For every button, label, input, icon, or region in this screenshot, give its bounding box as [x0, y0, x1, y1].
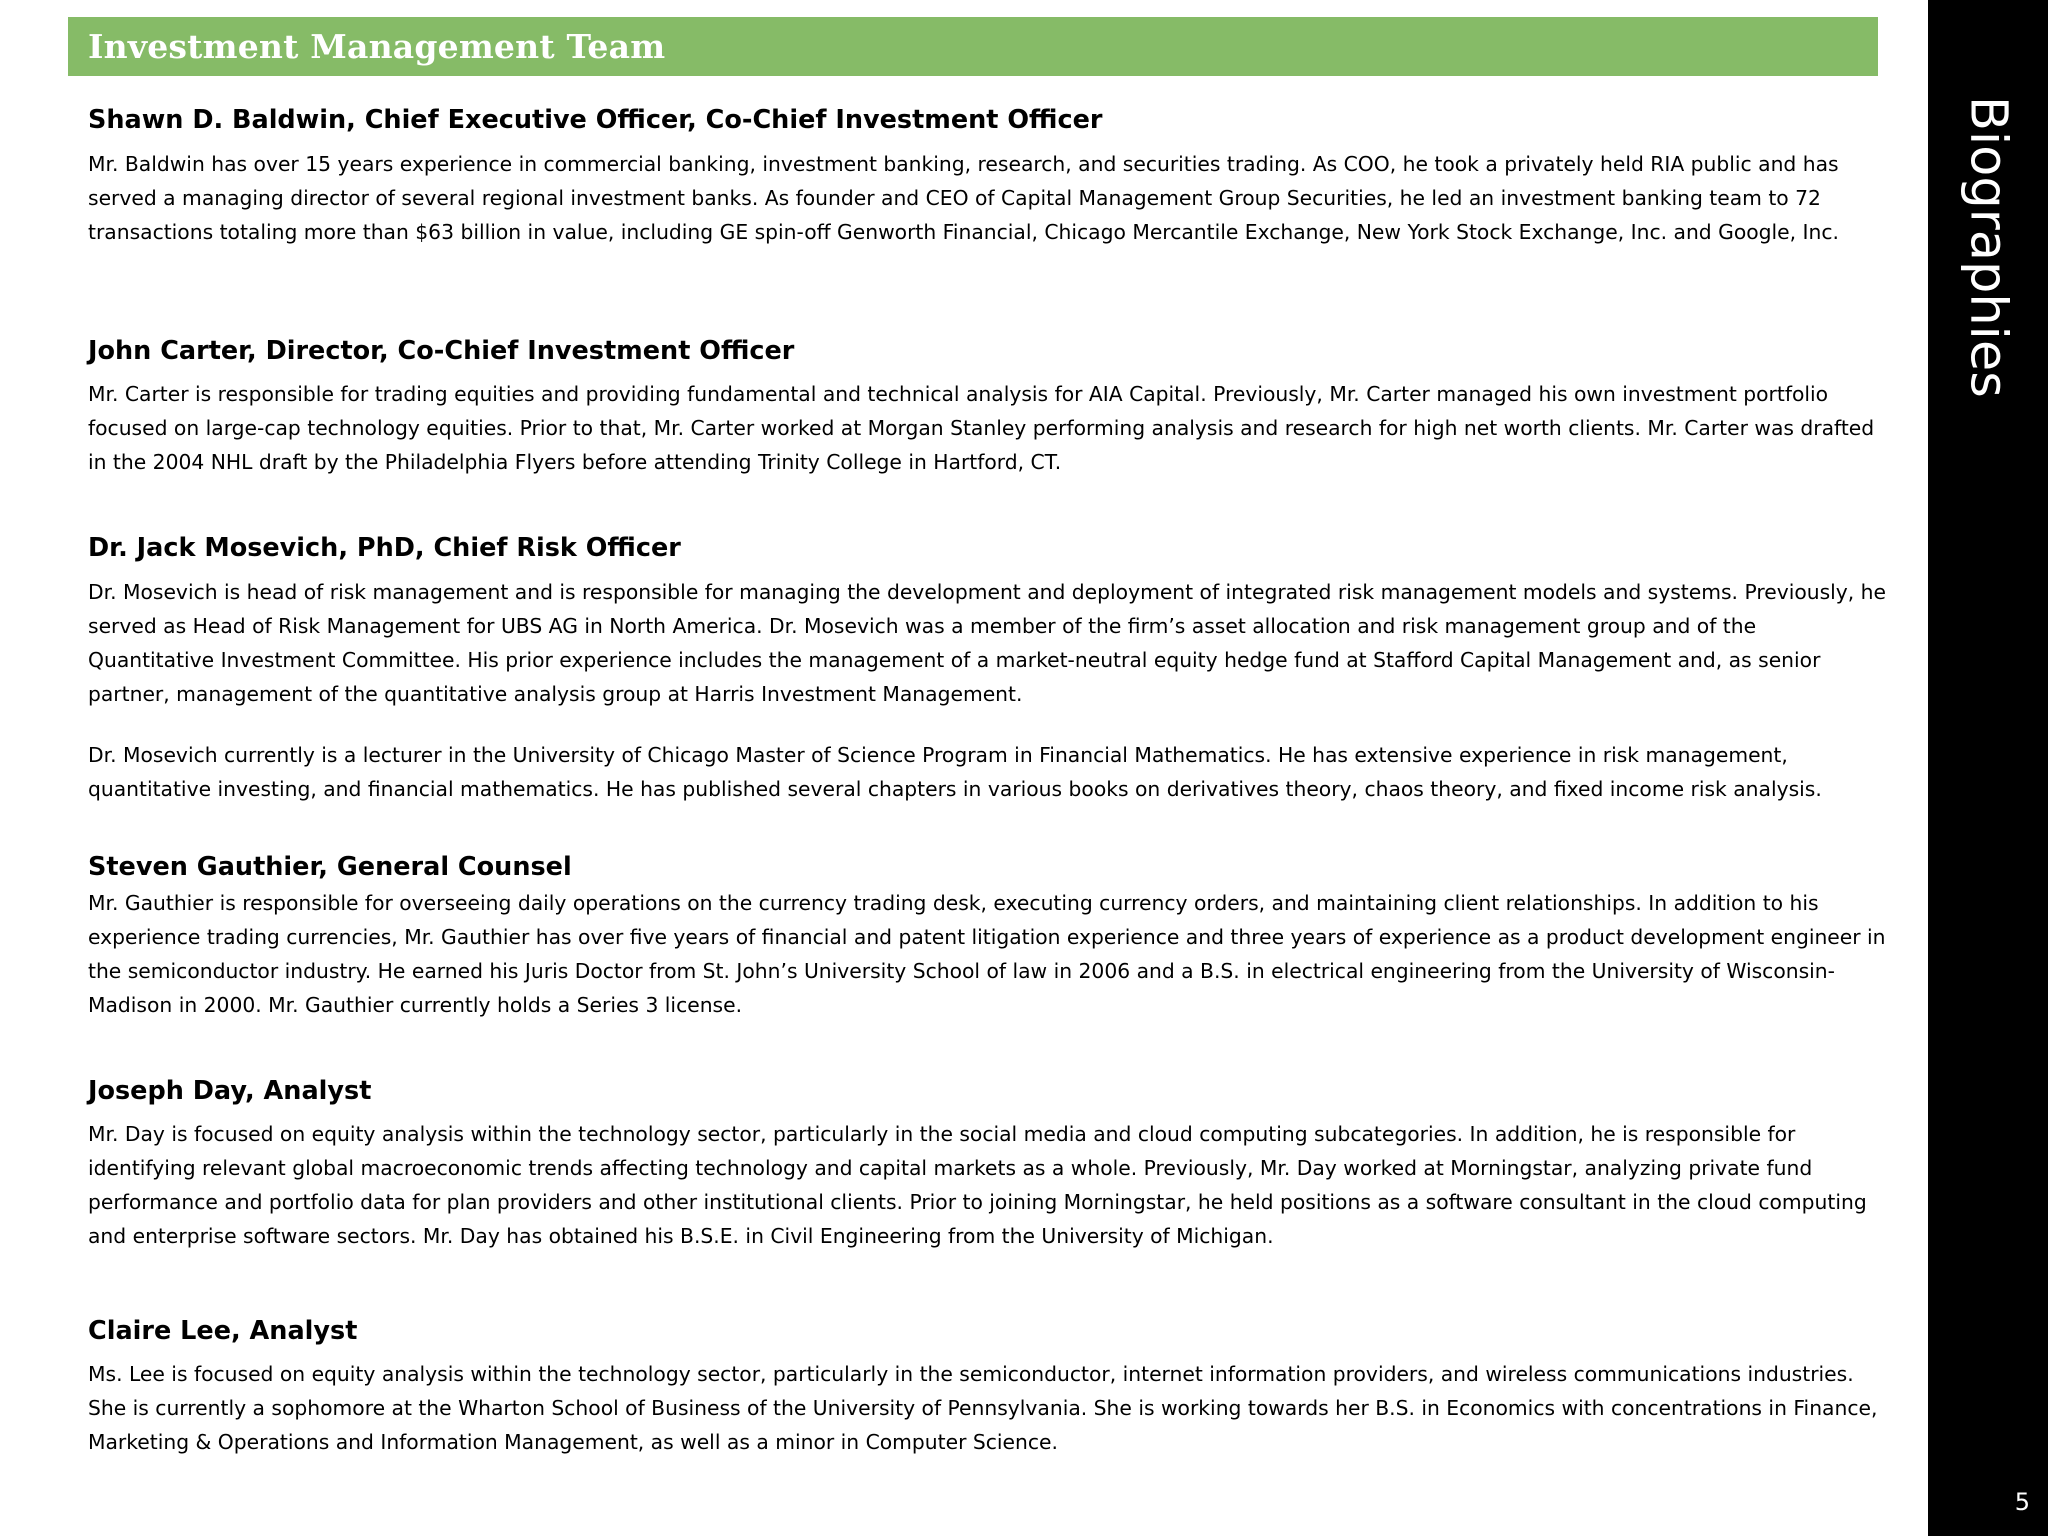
section-header-bar	[68, 17, 1878, 76]
bio-name-carter: John Carter, Director, Co-Chief Investment Officer	[88, 336, 795, 366]
bio-text-mosevich-2: Dr. Mosevich currently is a lecturer in the University of Chicago Master of Science Program in Financial Mathematics. He has extensive experience in risk management, quantitative investing, and financial mathematics. He has published several chapters in various books on derivatives theory, chaos theory, and fixed income risk analysis.	[88, 743, 1822, 801]
bio-name-mosevich: Dr. Jack Mosevich, PhD, Chief Risk Officer	[88, 533, 681, 563]
sidebar	[1928, 0, 2048, 1536]
page-number: 5	[2014, 1488, 2030, 1516]
bio-text-baldwin: Mr. Baldwin has over 15 years experience in commercial banking, investment banking, research, and securities trading. As COO, he took a privately held RIA public and has served a managing director of several regional investment banks. As founder and CEO of Capital Management Group Securities, he led an investment banking team to 72 transactions totaling more than $63 billion in value, including GE spin-off Genworth Financial, Chicago Mercantile Exchange, New York Stock Exchange, Inc. and Google, Inc.	[88, 152, 1839, 244]
bio-text-gauthier: Mr. Gauthier is responsible for overseeing daily operations on the currency trading desk, executing currency orders, and maintaining client relationships. In addition to his experience trading currencies, Mr. Gauthier has over five years of financial and patent litigation experience and three years of experience as a product development engineer in the semiconductor industry. He earned his Juris Doctor from St. John’s University School of law in 2006 and a B.S. in electrical engineering from the University of Wisconsin-Madison in 2000. Mr. Gauthier currently holds a Series 3 license.	[88, 891, 1886, 1017]
bio-text-carter: Mr. Carter is responsible for trading equities and providing fundamental and technical analysis for AIA Capital. Previously, Mr. Carter managed his own investment portfolio focused on large-cap technology equities. Prior to that, Mr. Carter worked at Morgan Stanley performing analysis and research for high net worth clients. Mr. Carter was drafted in the 2004 NHL draft by the Philadelphia Flyers before attending Trinity College in Hartford, CT.	[88, 382, 1875, 474]
bio-name-baldwin: Shawn D. Baldwin, Chief Executive Officer, Co-Chief Investment Officer	[88, 105, 1103, 135]
bio-name-gauthier: Steven Gauthier, General Counsel	[88, 852, 572, 882]
section-title: Investment Management Team	[88, 27, 666, 66]
bio-name-lee: Claire Lee, Analyst	[88, 1316, 358, 1346]
sidebar-title: Biographies	[1958, 96, 2018, 398]
bio-name-day: Joseph Day, Analyst	[88, 1076, 372, 1106]
bio-text-lee: Ms. Lee is focused on equity analysis within the technology sector, particularly in the semiconductor, internet information providers, and wireless communications industries. She is currently a sophomore at the Wharton School of Business of the University of Pennsylvania. She is working towards her B.S. in Economics with concentrations in Finance, Marketing & Operations and Information Management, as well as a minor in Computer Science.	[88, 1362, 1878, 1454]
bio-text-mosevich-1: Dr. Mosevich is head of risk management and is responsible for managing the development and deployment of integrated risk management models and systems. Previously, he served as Head of Risk Management for UBS AG in North America. Dr. Mosevich was a member of the firm’s asset allocation and risk management group and of the Quantitative Investment Committee. His prior experience includes the management of a market-neutral equity hedge fund at Stafford Capital Management and, as senior partner, management of the quantitative analysis group at Harris Investment Management.	[88, 580, 1887, 706]
bio-text-day: Mr. Day is focused on equity analysis within the technology sector, particularly in the social media and cloud computing subcategories. In addition, he is responsible for identifying relevant global macroeconomic trends affecting technology and capital markets as a whole. Previously, Mr. Day worked at Morningstar, analyzing private fund performance and portfolio data for plan providers and other institutional clients. Prior to joining Morningstar, he held positions as a software consultant in the cloud computing and enterprise software sectors. Mr. Day has obtained his B.S.E. in Civil Engineering from the University of Michigan.	[88, 1122, 1867, 1248]
